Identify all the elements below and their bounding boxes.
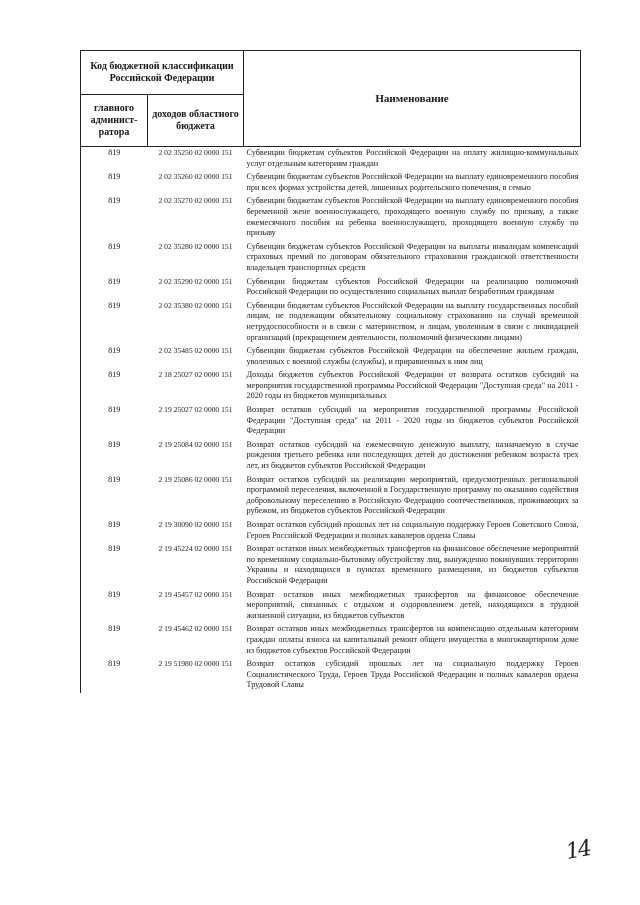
table-body [81,147,581,693]
admin-code-cell: 819 [81,623,148,658]
revenue-code-cell: 2 02 35250 02 0000 151 [158,148,233,157]
revenue-code-cell: 2 19 51980 02 0000 151 [158,659,233,669]
revenue-code-cell: 2 02 35485 02 0000 151 [158,346,233,356]
admin-code-cell: 819 [81,300,148,345]
admin-code-cell: 819 [81,589,148,624]
revenue-code-cell: 2 19 25027 02 0000 151 [158,405,233,415]
name-cell: Субвенции бюджетам субъектов Российской Федерации на выплату единовременного пособия при всех формах устройства детей, лишенных родительского попечения, в семью [246,172,579,192]
name-cell: Субвенции бюджетам субъектов Российской Федерации на выплату единовременного пособия беременной жене военнослужащего, проходящего военную службу по призыву, а также ежемесячного пособия на ребенка военнослужащего, проходящего военную службу по призыву [246,196,579,238]
table-row [81,171,581,195]
revenue-code-cell: 2 19 45224 02 0000 151 [158,544,233,554]
budget-classification-table [80,50,581,693]
admin-code-cell: 819 [81,171,148,195]
admin-code-cell: 819 [81,474,148,519]
table-row [81,147,581,172]
admin-code-cell: 819 [81,345,148,369]
name-cell: Возврат остатков субсидий на ежемесячную денежную выплату, назначаемую в случае рождения третьего ребенка или последующих детей до достижения ребенком возраста трех лет, из бюджетов субъектов Российской Федерации [246,439,579,471]
name-cell: Возврат остатков субсидий на мероприятия государственной программы Российской Федерации "Доступная среда" на 2011 - 2020 годы из бюджетов субъектов Российской Федерации [246,405,579,436]
table-row [81,195,581,240]
name-cell: Возврат остатков иных межбюджетных трансфертов на финансовое обеспечение мероприятий по временному социально-бытовому обустройству лиц, вынужденно покинувших территорию Украины и находящихся в пунктах временного размещения, из бюджетов субъектов Российской Федерации [246,544,579,585]
name-cell: Возврат остатков иных межбюджетных трансфертов на финансовое обеспечение мероприятий, связанных с отдыхом и оздоровлением детей, находящихся в трудной жизненной ситуации, из бюджетов субъектов [246,589,579,620]
table-row [81,519,581,543]
name-cell: Доходы бюджетов субъектов Российской Федерации от возврата остатков субсидий на мероприятия государственной программы Российской Федерации "Доступная среда" на 2011 - 2020 годы из бюджетов муниципальных [246,370,579,401]
revenue-code-cell: 2 02 35260 02 0000 151 [158,172,233,182]
revenue-code-cell: 2 02 35280 02 0000 151 [158,241,233,251]
admin-code-cell: 819 [81,241,148,276]
table-row [81,369,581,404]
name-cell: Субвенции бюджетам субъектов Российской Федерации на реализацию полномочий Российской Федерации по осуществлению социальных выплат безработным гражданам [246,276,579,297]
table-row [81,276,581,300]
table-row [81,623,581,658]
revenue-code-cell: 2 19 25086 02 0000 151 [158,474,233,484]
revenue-code-cell: 2 02 35290 02 0000 151 [158,276,233,286]
header-classification: Код бюджетной классификации Российской Федерации [81,51,244,95]
name-cell: Возврат остатков субсидий прошлых лет на социальную поддержку Героев Советского Союза, Героев Российской Федерации и полных кавалеров ордена Славы [246,520,579,540]
admin-code-cell: 819 [81,195,148,240]
revenue-code-cell: 2 02 35270 02 0000 151 [158,196,233,206]
admin-code-cell: 819 [81,519,148,543]
table-row [81,589,581,624]
header-name: Наименование [244,51,581,147]
table-row [81,439,581,474]
name-cell: Субвенции бюджетам субъектов Российской Федерации на обеспечение жильем граждан, уволенных с военной службы (службы), и приравненных к ним лиц [246,346,579,366]
table-row [81,658,581,693]
revenue-code-cell: 2 19 45457 02 0000 151 [158,589,233,599]
page-number: 14 [564,836,592,865]
header-revenue-code: доходов областного бюджета [148,95,244,147]
revenue-code-cell: 2 02 35380 02 0000 151 [158,300,233,310]
table-row [81,241,581,276]
admin-code-cell: 819 [81,658,148,693]
admin-code-cell: 819 [81,276,148,300]
table-row [81,300,581,345]
revenue-code-cell: 2 19 45462 02 0000 151 [158,624,233,634]
admin-code-cell: 819 [81,404,148,439]
header-admin-code: главного админист-ратора [81,95,148,147]
name-cell: Субвенции бюджетам субъектов Российской Федерации на выплаты инвалидам компенсаций страховых премий по договорам обязательного страхования гражданской ответственности владельцев транспортных средств [246,241,579,272]
admin-code-cell: 819 [81,543,148,588]
table-row [81,345,581,369]
revenue-code-cell: 2 19 25084 02 0000 151 [158,439,233,449]
name-cell: Возврат остатков иных межбюджетных трансфертов на компенсацию отдельным категориям граждан оплаты взноса на капитальный ремонт общего имущества в многоквартирном доме из бюджетов субъектов Российской Федерации [246,624,579,655]
name-cell: Субвенции бюджетам субъектов Российской Федерации на выплату государственных пособий лицам, не подлежащим обязательному социальному страхованию на случай временной нетрудоспособности и в связи с материнством, и лицам, уволенным в связи с ликвидацией организаций (прекращением деятельности, полномочий физическими лицами) [246,300,579,342]
name-cell: Возврат остатков субсидий прошлых лет на социальную поддержку Героев Социалистического Труда, Героев Труда Российской Федерации и полных кавалеров ордена Трудовой Славы [246,659,579,690]
revenue-code-cell: 2 19 30090 02 0000 151 [158,520,233,529]
table-row [81,404,581,439]
name-cell: Возврат остатков субсидий на реализацию мероприятий, предусмотренных региональной программой переселения, включенной в Государственную программу по оказанию содействия добровольному переселению в Российскую Федерацию соотечественников, проживающих за рубежом, из бюджетов субъектов Российской Федерации [246,474,579,516]
revenue-code-cell: 2 18 25027 02 0000 151 [158,370,233,380]
table-row [81,543,581,588]
name-cell: Субвенции бюджетам субъектов Российской Федерации на оплату жилищно-коммунальных услуг отдельным категориям граждан [246,148,579,168]
admin-code-cell: 819 [81,147,148,172]
admin-code-cell: 819 [81,369,148,404]
table-row [81,474,581,519]
admin-code-cell: 819 [81,439,148,474]
